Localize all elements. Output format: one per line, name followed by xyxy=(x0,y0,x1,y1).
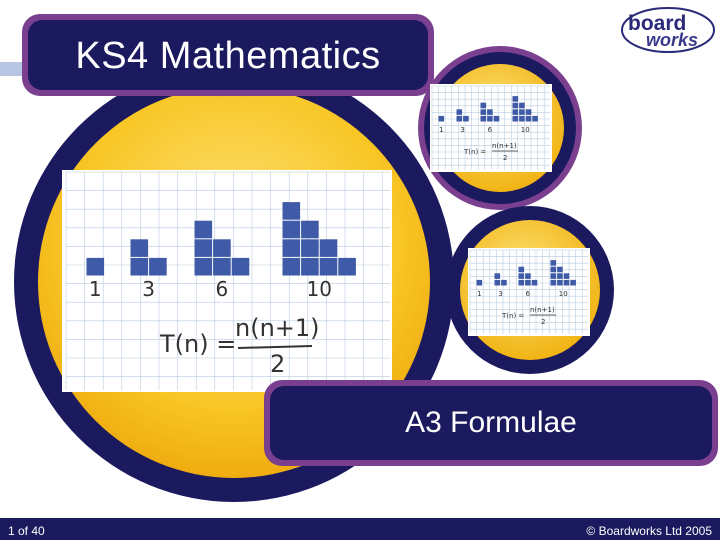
triangle-square xyxy=(519,109,525,115)
logo-line-1: board xyxy=(628,12,687,35)
triangle-square xyxy=(283,221,301,239)
triangle-square xyxy=(283,239,301,257)
triangle-square xyxy=(320,239,338,257)
triangle-square xyxy=(519,103,525,109)
triangle-square xyxy=(131,258,149,276)
triangle-square xyxy=(487,109,493,115)
small-illustration-2 xyxy=(468,248,590,336)
triangle-square xyxy=(519,280,525,286)
triangle-square xyxy=(551,267,557,273)
triangle-number-label: 1 xyxy=(88,277,102,301)
triangle-square xyxy=(481,116,487,122)
triangle-number-label: 3 xyxy=(142,277,155,301)
triangle-square xyxy=(338,258,356,276)
triangle-number-label: 10 xyxy=(306,277,332,301)
triangle-square xyxy=(195,239,213,257)
triangle-square xyxy=(301,258,319,276)
triangle-square xyxy=(481,103,487,109)
triangle-square xyxy=(501,280,507,286)
triangle-square xyxy=(301,221,319,239)
triangle-square xyxy=(457,116,463,122)
mini-formula-lhs: T(n) = xyxy=(464,148,487,156)
triangle-square xyxy=(494,116,500,122)
triangle-square xyxy=(87,258,105,276)
small-illustration-1 xyxy=(430,84,552,172)
triangle-square xyxy=(532,280,538,286)
triangle-square xyxy=(232,258,250,276)
triangle-square xyxy=(283,258,301,276)
triangle-square xyxy=(149,258,167,276)
triangle-square xyxy=(513,109,519,115)
triangle-square xyxy=(457,109,463,115)
triangle-square xyxy=(481,109,487,115)
triangle-number-label: 10 xyxy=(520,126,530,134)
formula-denominator: 2 xyxy=(270,350,286,378)
mini-formula-numerator: n(n+1) xyxy=(492,142,517,150)
triangle-number-label: 1 xyxy=(477,290,482,298)
main-illustration xyxy=(62,170,392,392)
triangle-square xyxy=(283,202,301,220)
triangle-square xyxy=(463,116,469,122)
triangle-square xyxy=(557,273,563,279)
triangle-number-label: 3 xyxy=(498,290,503,298)
triangle-number-label: 1 xyxy=(439,126,444,134)
triangle-square xyxy=(513,96,519,102)
triangle-square xyxy=(570,280,576,286)
slide-counter: 1 of 40 xyxy=(8,524,45,538)
triangle-square xyxy=(557,280,563,286)
triangle-square xyxy=(131,239,149,257)
triangle-square xyxy=(439,116,445,122)
triangle-square xyxy=(213,258,231,276)
triangle-number-label: 10 xyxy=(558,290,568,298)
triangle-square xyxy=(525,280,531,286)
triangle-square xyxy=(564,273,570,279)
triangle-square xyxy=(525,273,531,279)
triangle-square xyxy=(513,103,519,109)
triangle-square xyxy=(551,273,557,279)
triangle-square xyxy=(526,116,532,122)
mini-formula-numerator: n(n+1) xyxy=(530,306,555,314)
triangle-square xyxy=(477,280,483,286)
triangle-square xyxy=(487,116,493,122)
triangle-square xyxy=(551,280,557,286)
formula-lhs: T(n) = xyxy=(160,330,237,358)
mini-formula-denominator: 2 xyxy=(503,154,508,162)
triangle-number-label: 6 xyxy=(487,126,493,134)
triangle-square xyxy=(519,116,525,122)
triangle-square xyxy=(213,239,231,257)
triangle-square xyxy=(564,280,570,286)
topic-title: A3 Formulae xyxy=(405,406,577,439)
triangle-square xyxy=(526,109,532,115)
triangle-square xyxy=(195,258,213,276)
triangle-square xyxy=(495,280,501,286)
triangle-square xyxy=(495,273,501,279)
triangle-square xyxy=(195,221,213,239)
triangle-square xyxy=(551,260,557,266)
mini-formula-lhs: T(n) = xyxy=(502,312,525,320)
triangle-square xyxy=(513,116,519,122)
copyright: © Boardworks Ltd 2005 xyxy=(586,524,712,538)
logo-line-2: works xyxy=(646,30,699,50)
triangle-square xyxy=(557,267,563,273)
mini-formula-denominator: 2 xyxy=(541,318,546,326)
triangle-square xyxy=(519,273,525,279)
triangle-number-label: 3 xyxy=(460,126,465,134)
triangle-square xyxy=(532,116,538,122)
triangle-number-label: 6 xyxy=(525,290,531,298)
triangle-square xyxy=(301,239,319,257)
triangle-square xyxy=(519,267,525,273)
page-title: KS4 Mathematics xyxy=(75,34,381,77)
triangle-square xyxy=(320,258,338,276)
triangle-number-label: 6 xyxy=(215,277,229,301)
formula-numerator: n(n+1) xyxy=(235,314,320,342)
